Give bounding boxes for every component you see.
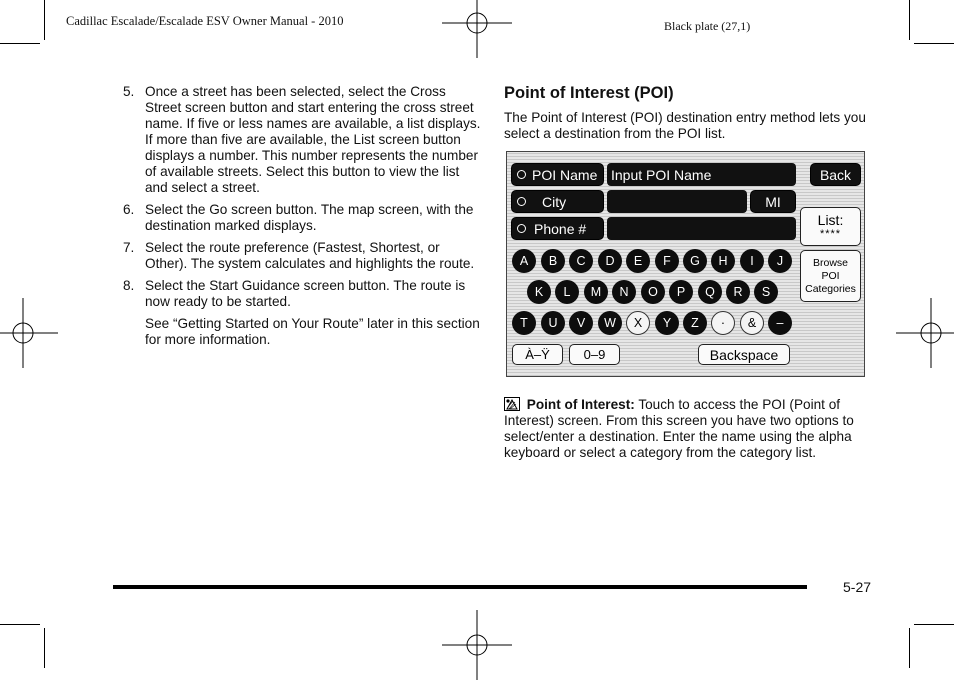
registration-mark-right (896, 298, 954, 368)
crop-mark (44, 0, 45, 40)
step-text: Select the Go screen button. The map screen, with the destination marked displays. (145, 202, 474, 233)
list-label: List: (817, 211, 844, 228)
registration-mark-left (0, 298, 58, 368)
phone-button[interactable] (511, 217, 604, 240)
poi-name-button[interactable] (511, 163, 604, 186)
backspace-label: Backspace (709, 346, 779, 363)
key-u[interactable]: U (541, 311, 565, 335)
key-dash[interactable]: – (768, 311, 792, 335)
key-j[interactable]: J (768, 249, 792, 273)
poi-icon (504, 397, 520, 411)
step-text: Once a street has been selected, select the Cross Street screen button and start entering the cross street name. If five or less names are available, a list displays. If more than five are available, the List screen button displays a number. This number represents the number of available streets. Select this button to view the list and select a street. (145, 84, 481, 195)
state-button[interactable] (750, 190, 796, 213)
key-f[interactable]: F (655, 249, 679, 273)
key-s[interactable]: S (754, 280, 778, 304)
key-h[interactable]: H (711, 249, 735, 273)
step-number: 8. (123, 278, 135, 293)
step-text: Select the Start Guidance screen button. The route is now ready to be started. (145, 278, 466, 309)
radio-icon (517, 170, 526, 179)
key-y[interactable]: Y (655, 311, 679, 335)
key-c[interactable]: C (569, 249, 593, 273)
key-n[interactable]: N (612, 280, 636, 304)
key-g[interactable]: G (683, 249, 707, 273)
browse-line-1: Browse (812, 256, 848, 269)
registration-mark-top (442, 0, 512, 58)
key-o[interactable]: O (641, 280, 665, 304)
browse-poi-categories-button[interactable] (800, 250, 861, 302)
poi-name-label: POI Name (532, 166, 598, 183)
crop-mark (914, 624, 954, 625)
key-t[interactable]: T (512, 311, 536, 335)
poi-name-input[interactable] (607, 163, 796, 186)
city-button[interactable] (511, 190, 604, 213)
browse-line-3: Categories (805, 282, 856, 295)
city-label: City (542, 193, 567, 210)
step-number: 7. (123, 240, 135, 255)
plate-label: Black plate (27,1) (664, 19, 751, 33)
key-e[interactable]: E (626, 249, 650, 273)
intro-paragraph: The Point of Interest (POI) destination entry method lets you select a destination from the POI list. (504, 110, 866, 141)
digits-label: 0–9 (583, 347, 606, 362)
poi-screen-illustration (506, 151, 865, 377)
key-i[interactable]: I (740, 249, 764, 273)
browse-line-2: POI (821, 269, 840, 282)
manual-title: Cadillac Escalade/Escalade ESV Owner Manual - 2010 (66, 14, 344, 28)
key-r[interactable]: R (726, 280, 750, 304)
list-count: **** (819, 227, 842, 240)
list-button[interactable] (800, 207, 861, 246)
key-d[interactable]: D (598, 249, 622, 273)
crop-mark (0, 43, 40, 44)
key-ampersand[interactable]: & (740, 311, 764, 335)
step-number: 5. (123, 84, 135, 99)
key-w[interactable]: W (598, 311, 622, 335)
phone-input[interactable] (607, 217, 796, 240)
back-label: Back (819, 166, 852, 183)
crop-mark (914, 43, 954, 44)
steps-list (123, 84, 483, 348)
key-p[interactable]: P (669, 280, 693, 304)
key-l[interactable]: L (555, 280, 579, 304)
key-v[interactable]: V (569, 311, 593, 335)
section-heading: Point of Interest (POI) (504, 84, 674, 102)
digits-button[interactable] (569, 344, 620, 365)
crop-mark (0, 624, 40, 625)
footer-rule (113, 585, 807, 589)
crop-mark (909, 628, 910, 668)
radio-icon (517, 224, 526, 233)
key-x[interactable]: X (626, 311, 650, 335)
key-dot[interactable]: · (711, 311, 735, 335)
key-k[interactable]: K (527, 280, 551, 304)
crop-mark (44, 628, 45, 668)
state-value: MI (765, 193, 781, 210)
key-b[interactable]: B (541, 249, 565, 273)
list-item (123, 84, 483, 196)
back-button[interactable] (810, 163, 861, 186)
radio-icon (517, 197, 526, 206)
step-number: 6. (123, 202, 135, 217)
registration-mark-bottom (442, 610, 512, 680)
poi-description (504, 397, 870, 461)
phone-label: Phone # (534, 220, 587, 237)
accent-characters-button[interactable] (512, 344, 563, 365)
accent-label: À–Ÿ (525, 347, 550, 362)
poi-name-input-text: Input POI Name (611, 166, 712, 183)
page-number: 5-27 (843, 579, 872, 595)
poi-description-text: Touch to access the POI (Point of Interest) screen. From this screen you have two options to select/enter a destination. Enter the name using the alpha keyboard or select a category from the category list. (504, 397, 854, 460)
key-m[interactable]: M (584, 280, 608, 304)
key-q[interactable]: Q (698, 280, 722, 304)
city-input[interactable] (607, 190, 747, 213)
crop-mark (909, 0, 910, 40)
key-a[interactable]: A (512, 249, 536, 273)
list-item (123, 240, 483, 272)
step-text: Select the route preference (Fastest, Shortest, or Other). The system calculates and highlights the route. (145, 240, 475, 271)
list-item (123, 202, 483, 234)
list-item (123, 278, 483, 310)
backspace-button[interactable] (698, 344, 790, 365)
poi-description-label: Point of Interest: (526, 397, 635, 412)
key-z[interactable]: Z (683, 311, 707, 335)
see-also-note: See “Getting Started on Your Route” later in this section for more information. (145, 316, 480, 347)
